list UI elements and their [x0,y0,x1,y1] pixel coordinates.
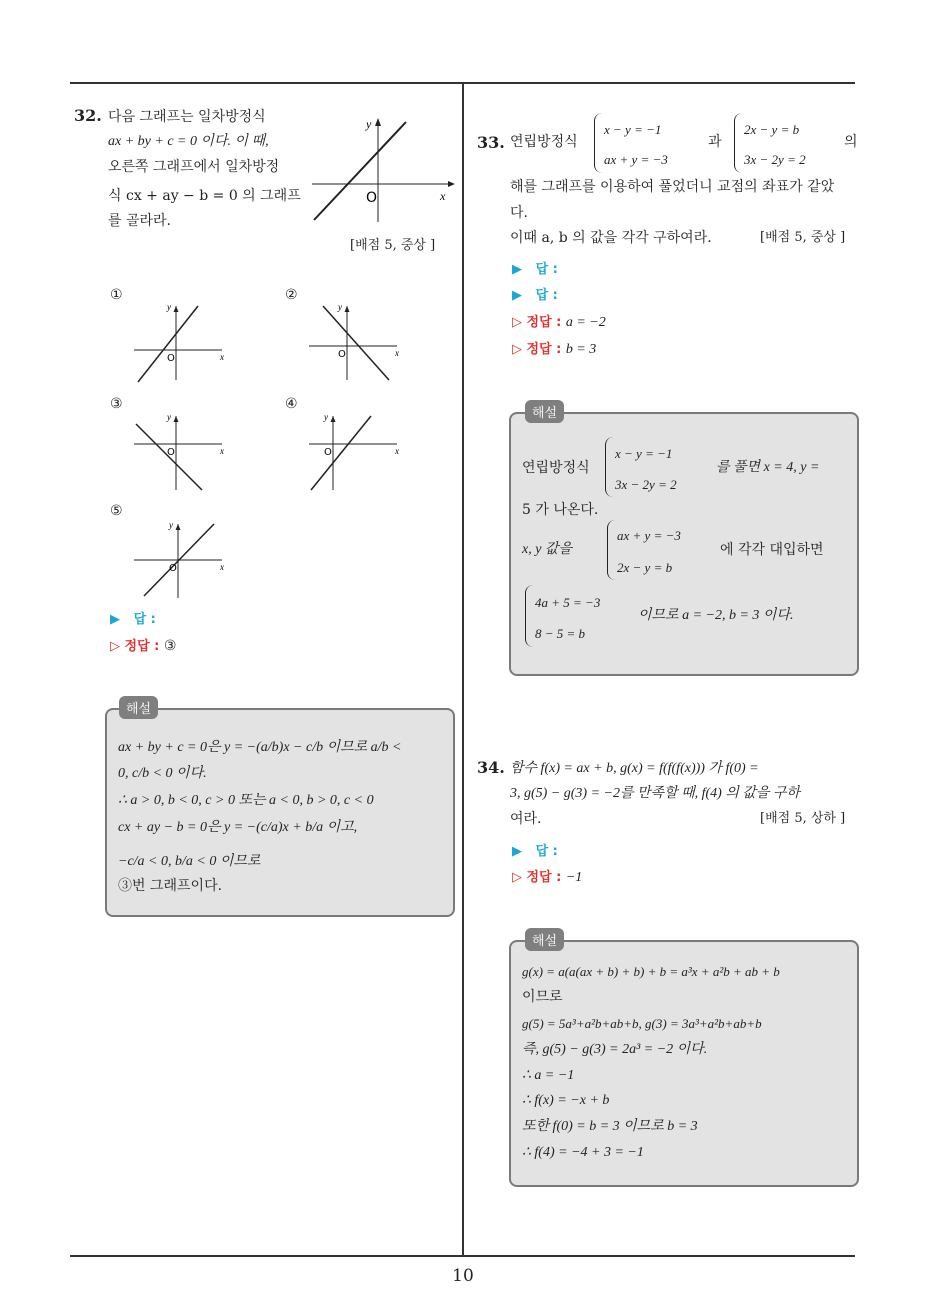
q34-line-3: 여라. [510,811,542,827]
q33-of: 의 [844,134,858,150]
q34-explain-1: g(x) = a(a(ax + b) + b) + b = a³x + a²b + ab + b [522,964,780,979]
q33-and: 과 [708,134,722,150]
graph-line [323,306,389,380]
q33-exp-after-1: 를 풀면 x = 4, y = [716,460,820,475]
q32-option-5-graph [130,516,230,604]
q33-solution-label-1: 정답 : [526,315,562,330]
y-axis-arrow [345,306,350,312]
q33-brace-2 [734,113,743,173]
q34-solution-value: −1 [565,870,583,885]
q33-solution-row-2 [512,338,596,358]
q33-exp-sys2-eq1: ax + y = −3 [617,528,681,543]
q34-explain-7: 또한 f(0) = b = 3 이므로 b = 3 [522,1119,698,1134]
q33-sys2-eq2: 3x − 2y = 2 [744,152,806,167]
q32-option-2-label: ② [285,287,298,303]
q34-solution-label: 정답 : [526,870,562,885]
q34-explain-3: g(5) = 5a³+a²b+ab+b, g(3) = 3a³+a²b+ab+b [522,1016,762,1031]
q34-explain-6: ∴ f(x) = −x + b [522,1093,610,1108]
q34-explain-5: ∴ a = −1 [522,1068,575,1083]
x-axis-label: x [395,446,399,456]
q33-line-2: 다. [510,205,528,221]
x-axis-label: x [220,352,224,362]
q33-sys1-eq2: ax + y = −3 [604,152,668,167]
q34-solution-marker: ▷ [512,870,527,885]
origin-label: O [167,447,175,458]
q33-explanation-tag: 해설 [525,400,564,423]
q33-exp-intro: 연립방정식 [522,460,590,476]
q32-main-y-label: y [366,117,372,131]
q32-explain-1: ax + by + c = 0은 y = −(a/b)x − c/b 이므로 a/b < [118,740,402,755]
q32-line-3: 오른쪽 그래프에서 일차방정 [108,159,280,175]
q32-main-origin-label: O [366,190,378,206]
q33-line-3: 이때 a, b 의 값을 각각 구하여라. [510,230,712,246]
q34-answer-row: ▶ 답 : [512,844,558,859]
q32-solution-value: ③ [163,638,177,654]
q33-exp-after-2: 에 각각 대입하면 [720,542,824,558]
q33-solution-marker-1: ▷ [512,315,527,330]
y-axis-arrow [174,416,179,422]
q33-sys2-eq1: 2x − y = b [744,122,800,137]
q32-explain-2: 0, c/b < 0 이다. [118,766,207,781]
q33-exp-sys3-eq1: 4a + 5 = −3 [535,595,601,610]
q33-exp-intro-2: x, y 값을 [522,542,572,557]
q34-solution-row [512,866,582,886]
q33-line-1: 해를 그래프를 이용하여 풀었더니 교점의 좌표가 같았 [510,179,835,195]
y-axis-label: y [167,412,171,422]
q32-line-2: ax + by + c = 0 이다. 이 때, [108,134,269,149]
q33-answer-row-2: ▶ 답 : [512,288,558,303]
q34-explain-2: 이므로 [522,989,563,1005]
q32-option-3-graph [130,408,230,496]
q32-option-2-graph [305,298,405,386]
q33-answer-label-2: 답 : [535,288,558,303]
q32-option-1-graph [130,298,230,386]
q33-intro: 연립방정식 [510,134,578,150]
q33-exp-brace-2 [607,520,616,580]
q33-number: 33. [477,133,505,152]
q34-explain-4: 즉, g(5) − g(3) = 2a³ = −2 이다. [522,1042,708,1057]
q33-answer-label-1: 답 : [535,262,558,277]
q33-solution-row-1 [512,311,606,331]
q34-answer-label: 답 : [535,844,558,859]
q33-meta: [배점 5, 중상 ] [760,230,846,245]
q32-explain-6: ③번 그래프이다. [118,878,223,894]
y-axis-label: y [338,302,342,312]
y-axis-arrow [174,306,179,312]
q32-main-x-label: x [440,189,446,203]
q32-meta: [배점 5, 중상 ] [350,238,436,253]
q34-meta: [배점 5, 상하 ] [760,811,846,826]
q32-number: 32. [74,106,102,125]
q32-answer-label: 답 : [133,612,156,627]
q33-answer-row-1: ▶ 답 : [512,262,558,277]
q32-explanation-tag: 해설 [119,696,158,719]
q32-line-4: 식 cx + ay − b = 0 의 그래프 [108,188,301,204]
origin-label: O [169,563,177,574]
q34-line-1: 함수 f(x) = ax + b, g(x) = f(f(f(x))) 가 f(0) = [510,761,759,776]
q33-exp-sys1-eq2: 3x − 2y = 2 [615,477,677,492]
q32-solution-marker: ▷ [110,639,125,654]
q32-explain-5: −c/a < 0, b/a < 0 이므로 [118,854,261,869]
q32-main-graph [308,112,458,227]
q33-exp-after-3: 이므로 a = −2, b = 3 이다. [638,608,794,623]
q32-option-4-label: ④ [285,396,298,412]
q32-option-4-graph [305,408,405,496]
column-divider [462,83,464,1255]
q32-line-1: 다음 그래프는 일차방정식 [108,109,266,125]
y-axis-arrow [176,524,181,530]
graph-line [138,306,198,382]
x-axis-label: x [220,446,224,456]
q33-exp-sys2-eq2: 2x − y = b [617,560,673,575]
q32-option-5-label: ⑤ [110,503,123,519]
q34-number: 34. [477,758,505,777]
q32-option-1-label: ① [110,287,123,303]
q34-line-2: 3, g(5) − g(3) = −2를 만족할 때, f(4) 의 값을 구하 [510,786,800,801]
y-axis-label: y [169,520,173,530]
y-axis-arrow [331,416,336,422]
q32-option-3-label: ③ [110,396,123,412]
q33-solution-label-2: 정답 : [526,342,562,357]
x-axis-label: x [395,348,399,358]
origin-label: O [324,447,332,458]
q33-sys1-eq1: x − y = −1 [604,122,662,137]
q32-solution-row [110,635,176,654]
q32-answer-row: ▶ 답 : [110,612,156,627]
graph-line [311,416,371,490]
q33-exp-sys1-eq1: x − y = −1 [615,446,673,461]
q33-brace-1 [594,113,603,173]
q33-exp-brace-1 [605,437,614,497]
q33-solution-marker-2: ▷ [512,342,527,357]
q34-explain-8: ∴ f(4) = −4 + 3 = −1 [522,1145,644,1160]
origin-label: O [167,353,175,364]
q32-explain-4: cx + ay − b = 0은 y = −(c/a)x + b/a 이고, [118,820,358,835]
q33-exp-line-2: 5 가 나온다. [522,502,599,518]
q33-solution-value-1: a = −2 [565,315,606,330]
q33-exp-sys3-eq2: 8 − 5 = b [535,626,586,641]
x-axis-label: x [220,562,224,572]
origin-label: O [338,349,346,360]
bottom-rule [70,1255,855,1257]
y-axis-label: y [167,302,171,312]
q32-solution-label: 정답 : [124,639,160,654]
q32-line-5: 를 골라라. [108,213,171,229]
q34-explanation-tag: 해설 [525,928,564,951]
q33-exp-brace-3 [525,585,534,647]
q33-solution-value-2: b = 3 [565,342,597,357]
y-axis-label: y [324,412,328,422]
page-number: 10 [452,1266,474,1286]
q32-explain-3: ∴ a > 0, b < 0, c > 0 또는 a < 0, b > 0, c < 0 [118,793,374,808]
